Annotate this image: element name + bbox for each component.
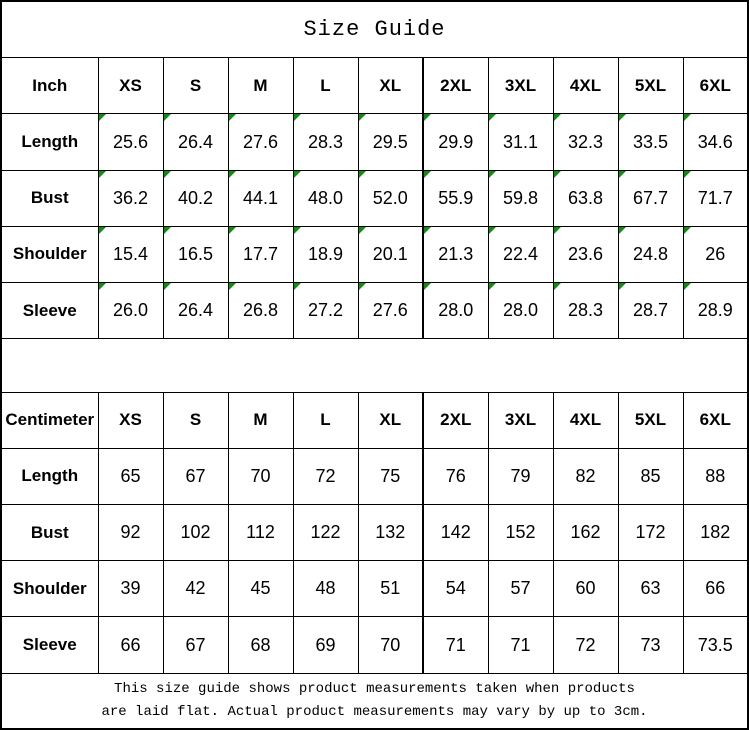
measurement-cell: 51 bbox=[358, 561, 423, 617]
measurement-cell: 27.6 bbox=[228, 114, 293, 170]
unit-label: Centimeter bbox=[1, 392, 98, 448]
measurement-cell: 79 bbox=[488, 448, 553, 504]
text-format-flag-icon bbox=[99, 114, 106, 121]
centimeter-table-row-length bbox=[1, 448, 748, 504]
measurement-cell: 28.3 bbox=[293, 114, 358, 170]
inch-table-row-bust bbox=[1, 170, 748, 226]
size-column-header: L bbox=[293, 58, 358, 114]
row-label: Shoulder bbox=[1, 561, 98, 617]
measurement-cell: 22.4 bbox=[488, 226, 553, 282]
measurement-cell: 28.0 bbox=[423, 283, 488, 339]
inch-table-body bbox=[1, 58, 748, 339]
text-format-flag-icon bbox=[619, 171, 626, 178]
measurement-cell: 44.1 bbox=[228, 170, 293, 226]
measurement-cell: 26.0 bbox=[98, 283, 163, 339]
size-column-header: 3XL bbox=[488, 58, 553, 114]
measurement-cell: 71.7 bbox=[683, 170, 748, 226]
table-spacer-row bbox=[1, 339, 748, 392]
text-format-flag-icon bbox=[359, 171, 366, 178]
measurement-cell: 172 bbox=[618, 505, 683, 561]
measurement-cell: 36.2 bbox=[98, 170, 163, 226]
size-column-header: XL bbox=[358, 392, 423, 448]
text-format-flag-icon bbox=[294, 171, 301, 178]
text-format-flag-icon bbox=[164, 227, 171, 234]
measurement-cell: 72 bbox=[553, 617, 618, 673]
text-format-flag-icon bbox=[554, 114, 561, 121]
title-row bbox=[1, 1, 748, 58]
measurement-cell: 26 bbox=[683, 226, 748, 282]
text-format-flag-icon bbox=[164, 283, 171, 290]
text-format-flag-icon bbox=[359, 114, 366, 121]
inch-table-header-row bbox=[1, 58, 748, 114]
measurement-cell: 67.7 bbox=[618, 170, 683, 226]
measurement-cell: 40.2 bbox=[163, 170, 228, 226]
measurement-cell: 34.6 bbox=[683, 114, 748, 170]
measurement-cell: 66 bbox=[98, 617, 163, 673]
measurement-cell: 23.6 bbox=[553, 226, 618, 282]
row-label: Length bbox=[1, 114, 98, 170]
measurement-cell: 27.6 bbox=[358, 283, 423, 339]
measurement-cell: 73.5 bbox=[683, 617, 748, 673]
text-format-flag-icon bbox=[359, 283, 366, 290]
measurement-cell: 45 bbox=[228, 561, 293, 617]
measurement-cell: 69 bbox=[293, 617, 358, 673]
measurement-cell: 70 bbox=[228, 448, 293, 504]
footer-row bbox=[1, 673, 748, 729]
measurement-cell: 182 bbox=[683, 505, 748, 561]
inch-table-row-sleeve bbox=[1, 283, 748, 339]
text-format-flag-icon bbox=[554, 171, 561, 178]
measurement-cell: 132 bbox=[358, 505, 423, 561]
text-format-flag-icon bbox=[99, 227, 106, 234]
measurement-cell: 162 bbox=[553, 505, 618, 561]
measurement-cell: 31.1 bbox=[488, 114, 553, 170]
measurement-cell: 63.8 bbox=[553, 170, 618, 226]
measurement-cell: 33.5 bbox=[618, 114, 683, 170]
size-column-header: 4XL bbox=[553, 392, 618, 448]
text-format-flag-icon bbox=[424, 283, 431, 290]
measurement-cell: 75 bbox=[358, 448, 423, 504]
measurement-cell: 27.2 bbox=[293, 283, 358, 339]
measurement-cell: 112 bbox=[228, 505, 293, 561]
row-label: Bust bbox=[1, 170, 98, 226]
text-format-flag-icon bbox=[229, 283, 236, 290]
measurement-cell: 28.9 bbox=[683, 283, 748, 339]
text-format-flag-icon bbox=[489, 227, 496, 234]
inch-table-row-length bbox=[1, 114, 748, 170]
measurement-cell: 26.4 bbox=[163, 283, 228, 339]
text-format-flag-icon bbox=[424, 227, 431, 234]
measurement-cell: 68 bbox=[228, 617, 293, 673]
measurement-cell: 66 bbox=[683, 561, 748, 617]
table-spacer bbox=[1, 339, 748, 392]
text-format-flag-icon bbox=[554, 227, 561, 234]
measurement-cell: 17.7 bbox=[228, 226, 293, 282]
text-format-flag-icon bbox=[294, 283, 301, 290]
text-format-flag-icon bbox=[684, 171, 691, 178]
measurement-cell: 25.6 bbox=[98, 114, 163, 170]
size-column-header: M bbox=[228, 58, 293, 114]
measurement-cell: 26.4 bbox=[163, 114, 228, 170]
measurement-cell: 29.9 bbox=[423, 114, 488, 170]
measurement-cell: 59.8 bbox=[488, 170, 553, 226]
size-column-header: S bbox=[163, 392, 228, 448]
measurement-cell: 28.0 bbox=[488, 283, 553, 339]
text-format-flag-icon bbox=[229, 227, 236, 234]
text-format-flag-icon bbox=[619, 114, 626, 121]
text-format-flag-icon bbox=[99, 283, 106, 290]
text-format-flag-icon bbox=[684, 114, 691, 121]
measurement-cell: 48 bbox=[293, 561, 358, 617]
text-format-flag-icon bbox=[294, 114, 301, 121]
row-label: Length bbox=[1, 448, 98, 504]
measurement-cell: 18.9 bbox=[293, 226, 358, 282]
row-label: Shoulder bbox=[1, 226, 98, 282]
measurement-cell: 92 bbox=[98, 505, 163, 561]
measurement-cell: 72 bbox=[293, 448, 358, 504]
centimeter-table-body bbox=[1, 392, 748, 673]
measurement-cell: 67 bbox=[163, 617, 228, 673]
text-format-flag-icon bbox=[359, 227, 366, 234]
measurement-cell: 29.5 bbox=[358, 114, 423, 170]
centimeter-table-row-sleeve bbox=[1, 617, 748, 673]
text-format-flag-icon bbox=[554, 283, 561, 290]
measurement-cell: 54 bbox=[423, 561, 488, 617]
measurement-cell: 67 bbox=[163, 448, 228, 504]
size-column-header: 6XL bbox=[683, 58, 748, 114]
measurement-cell: 32.3 bbox=[553, 114, 618, 170]
measurement-cell: 16.5 bbox=[163, 226, 228, 282]
size-column-header: XS bbox=[98, 392, 163, 448]
text-format-flag-icon bbox=[229, 171, 236, 178]
row-label: Sleeve bbox=[1, 283, 98, 339]
measurement-cell: 15.4 bbox=[98, 226, 163, 282]
size-column-header: XL bbox=[358, 58, 423, 114]
footer-note bbox=[1, 673, 748, 729]
measurement-cell: 28.3 bbox=[553, 283, 618, 339]
size-column-header: M bbox=[228, 392, 293, 448]
size-column-header: 4XL bbox=[553, 58, 618, 114]
measurement-cell: 60 bbox=[553, 561, 618, 617]
size-column-header: XS bbox=[98, 58, 163, 114]
centimeter-table-row-bust bbox=[1, 505, 748, 561]
measurement-cell: 57 bbox=[488, 561, 553, 617]
text-format-flag-icon bbox=[619, 227, 626, 234]
measurement-cell: 55.9 bbox=[423, 170, 488, 226]
measurement-cell: 48.0 bbox=[293, 170, 358, 226]
measurement-cell: 73 bbox=[618, 617, 683, 673]
row-label: Sleeve bbox=[1, 617, 98, 673]
measurement-cell: 42 bbox=[163, 561, 228, 617]
text-format-flag-icon bbox=[684, 283, 691, 290]
measurement-cell: 71 bbox=[423, 617, 488, 673]
unit-label: Inch bbox=[1, 58, 98, 114]
text-format-flag-icon bbox=[164, 171, 171, 178]
measurement-cell: 152 bbox=[488, 505, 553, 561]
text-format-flag-icon bbox=[489, 283, 496, 290]
measurement-cell: 52.0 bbox=[358, 170, 423, 226]
text-format-flag-icon bbox=[489, 114, 496, 121]
measurement-cell: 26.8 bbox=[228, 283, 293, 339]
measurement-cell: 65 bbox=[98, 448, 163, 504]
measurement-cell: 63 bbox=[618, 561, 683, 617]
measurement-cell: 76 bbox=[423, 448, 488, 504]
measurement-cell: 102 bbox=[163, 505, 228, 561]
measurement-cell: 39 bbox=[98, 561, 163, 617]
size-column-header: 2XL bbox=[423, 392, 488, 448]
page-title: Size Guide bbox=[1, 1, 748, 58]
centimeter-table-header-row bbox=[1, 392, 748, 448]
measurement-cell: 88 bbox=[683, 448, 748, 504]
text-format-flag-icon bbox=[424, 114, 431, 121]
measurement-cell: 28.7 bbox=[618, 283, 683, 339]
size-column-header: S bbox=[163, 58, 228, 114]
text-format-flag-icon bbox=[164, 114, 171, 121]
measurement-cell: 82 bbox=[553, 448, 618, 504]
size-column-header: 3XL bbox=[488, 392, 553, 448]
centimeter-table-row-shoulder bbox=[1, 561, 748, 617]
measurement-cell: 71 bbox=[488, 617, 553, 673]
text-format-flag-icon bbox=[489, 171, 496, 178]
inch-table-row-shoulder bbox=[1, 226, 748, 282]
text-format-flag-icon bbox=[424, 171, 431, 178]
measurement-cell: 70 bbox=[358, 617, 423, 673]
text-format-flag-icon bbox=[229, 114, 236, 121]
text-format-flag-icon bbox=[619, 283, 626, 290]
row-label: Bust bbox=[1, 505, 98, 561]
text-format-flag-icon bbox=[294, 227, 301, 234]
size-column-header: 5XL bbox=[618, 58, 683, 114]
text-format-flag-icon bbox=[684, 227, 691, 234]
measurement-cell: 142 bbox=[423, 505, 488, 561]
measurement-cell: 24.8 bbox=[618, 226, 683, 282]
measurement-cell: 122 bbox=[293, 505, 358, 561]
size-column-header: 5XL bbox=[618, 392, 683, 448]
footer-line-1: This size guide shows product measurements taken when products bbox=[114, 681, 635, 698]
size-column-header: L bbox=[293, 392, 358, 448]
size-column-header: 6XL bbox=[683, 392, 748, 448]
size-column-header: 2XL bbox=[423, 58, 488, 114]
measurement-cell: 21.3 bbox=[423, 226, 488, 282]
footer-line-2: are laid flat. Actual product measurements may vary by up to 3cm. bbox=[101, 703, 648, 720]
measurement-cell: 85 bbox=[618, 448, 683, 504]
measurement-cell: 20.1 bbox=[358, 226, 423, 282]
text-format-flag-icon bbox=[99, 171, 106, 178]
